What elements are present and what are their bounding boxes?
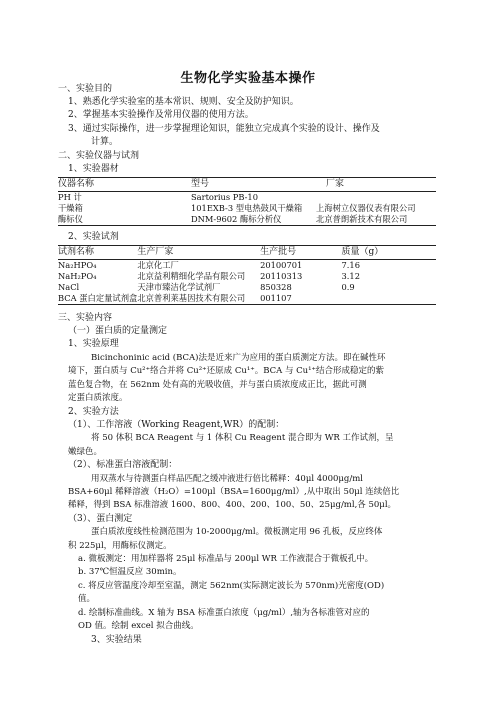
cell: 北京普朗新技术有限公司	[316, 214, 408, 224]
cell: 0.9	[341, 282, 355, 292]
reagents-table	[58, 245, 436, 305]
col-batch-number: 生产批号	[260, 247, 297, 257]
step-c: c. 将反应管温度冷却至室温，测定 562nm(实际测定波长为 570nm)光密度(OD)	[78, 581, 385, 591]
cell: 北京化工厂	[137, 260, 179, 270]
cell: NaH₂PO₄	[58, 271, 97, 281]
step-d-cont: OD 值。绘制 excel 拟合曲线。	[78, 621, 199, 631]
cell: 001107	[260, 293, 292, 303]
table-header-row	[58, 178, 436, 192]
principle-line: 蓝色复合物，在 562nm 处有高的光吸收值，并与蛋白质浓度成正比，据此可测	[68, 380, 367, 390]
method-2-line: 用双蒸水与待测蛋白样品匹配之缓冲液进行倍比稀释：40μl 4000μg/ml	[91, 474, 364, 484]
step-d: d. 绘制标准曲线。X 轴为 BSA 标准蛋白浓度（μg/ml）,轴为各标准管对应的	[78, 608, 370, 618]
method-2-line: 稀释，得到 BSA 标准溶液 1600、800、400、200、100、50、25μg/ml,各 50μl。	[68, 500, 397, 510]
section-1-heading: 一、实验目的	[58, 84, 113, 94]
method-2-heading: （2）、标准蛋白溶液配制：	[68, 460, 178, 470]
principle-line: 境下，蛋白质与 Cu²⁺络合并将 Cu²⁺还原成 Cu¹⁺。BCA 与 Cu¹⁺结合形成稳定的紫	[68, 366, 385, 376]
cell: 干燥箱	[58, 203, 83, 213]
cell: 20110313	[260, 271, 303, 281]
cell: 上海树立仪器仪表有限公司	[316, 203, 416, 213]
cell: 北京普利莱基因技术有限公司	[137, 293, 246, 303]
method-1-line: 将 50 体积 BCA Reagent 与 1 体积 Cu Reagent 混合即为 WR 工作试剂，呈	[91, 433, 394, 443]
method-1-line: 嫩绿色。	[68, 447, 103, 457]
section-2-heading: 二、实验仪器与试剂	[58, 151, 140, 161]
cell: Na₂HPO₄	[58, 260, 97, 270]
protein-assay-subheading: （一）蛋白质的定量测定	[68, 326, 168, 336]
cell: DNM-9602 酶标分析仪	[191, 214, 282, 224]
table-row	[58, 271, 436, 282]
cell: BCA 蛋白定量试剂盒	[58, 293, 138, 303]
cell	[316, 192, 436, 204]
cell: 20100701	[260, 260, 303, 270]
table-row	[58, 293, 436, 305]
cell: 7.16	[341, 260, 360, 270]
col-producer: 生产厂家	[137, 247, 174, 257]
results-heading: 3、实验结果	[91, 635, 142, 645]
principle-heading: 1、实验原理	[68, 339, 119, 349]
page-title: 生物化学实验基本操作	[180, 71, 316, 86]
method-1-heading: （1）、工作溶液（Working Reagent,WR）的配制：	[68, 420, 285, 430]
method-2-line: BSA+60μl 稀释溶液（H₂O）=100μl（BSA=1600μg/ml）,从中取出 50μl 连续倍比	[68, 487, 400, 497]
step-a: a. 微板测定：用加样器将 25μl 标准品与 200μl WR 工作液混合于微板孔中。	[78, 554, 374, 564]
step-b: b. 37℃恒温反应 30min。	[78, 567, 182, 577]
table-row	[58, 214, 436, 226]
table-row	[58, 203, 436, 214]
cell	[342, 293, 437, 305]
cell: 3.12	[341, 271, 360, 281]
principle-line: 定蛋白质浓度。	[68, 393, 128, 403]
col-mass: 质量（g）	[341, 247, 384, 257]
cell: PH 计	[58, 192, 82, 202]
col-model: 型号	[191, 179, 210, 189]
table-row	[58, 192, 436, 204]
principle-line: Bicinchoninic acid (BCA)法是近来广为应用的蛋白质测定方法。即在碱性环	[91, 353, 386, 363]
instruments-table	[58, 177, 436, 226]
cell: 天津市臻洁化学试剂厂	[137, 282, 221, 292]
cell: 101EXB-3 型电热鼓风干燥箱	[191, 203, 303, 213]
objective-3-cont: 计算。	[91, 137, 119, 147]
cell: 850328	[260, 282, 292, 292]
instruments-subheading: 1、实验器材	[68, 164, 119, 174]
objective-3: 3、通过实际操作，进一步掌握理论知识，能独立完成真个实验的设计、操作及	[68, 124, 380, 134]
method-3-line: 积 225μl，用酶标仪测定。	[68, 541, 172, 551]
cell: Sartorius PB-10	[191, 192, 258, 202]
col-manufacturer: 厂家	[326, 179, 345, 189]
table-row	[58, 282, 436, 293]
objective-1: 1、熟悉化学实验室的基本常识、规则、安全及防护知识。	[68, 97, 299, 107]
section-3-heading: 三、实验内容	[58, 313, 113, 323]
col-reagent-name: 试剂名称	[58, 247, 95, 257]
method-3-heading: （3）、蛋白测定	[68, 514, 133, 524]
cell: 酶标仪	[58, 214, 83, 224]
cell: 北京益利精细化学品有限公司	[137, 271, 246, 281]
table-header-row	[58, 246, 436, 260]
reagents-subheading: 2、实验试剂	[68, 232, 119, 242]
objective-2: 2、掌握基本实验操作及常用仪器的使用方法。	[68, 110, 254, 120]
cell: NaCl	[58, 282, 80, 292]
method-3-line: 蛋白质浓度线性检测范围为 10-2000μg/ml。微板测定用 96 孔板，反应终体	[91, 527, 383, 537]
table-row	[58, 260, 436, 272]
step-c-cont: 值。	[78, 594, 96, 604]
col-instrument-name: 仪器名称	[58, 179, 95, 189]
method-heading: 2、实验方法	[68, 407, 119, 417]
